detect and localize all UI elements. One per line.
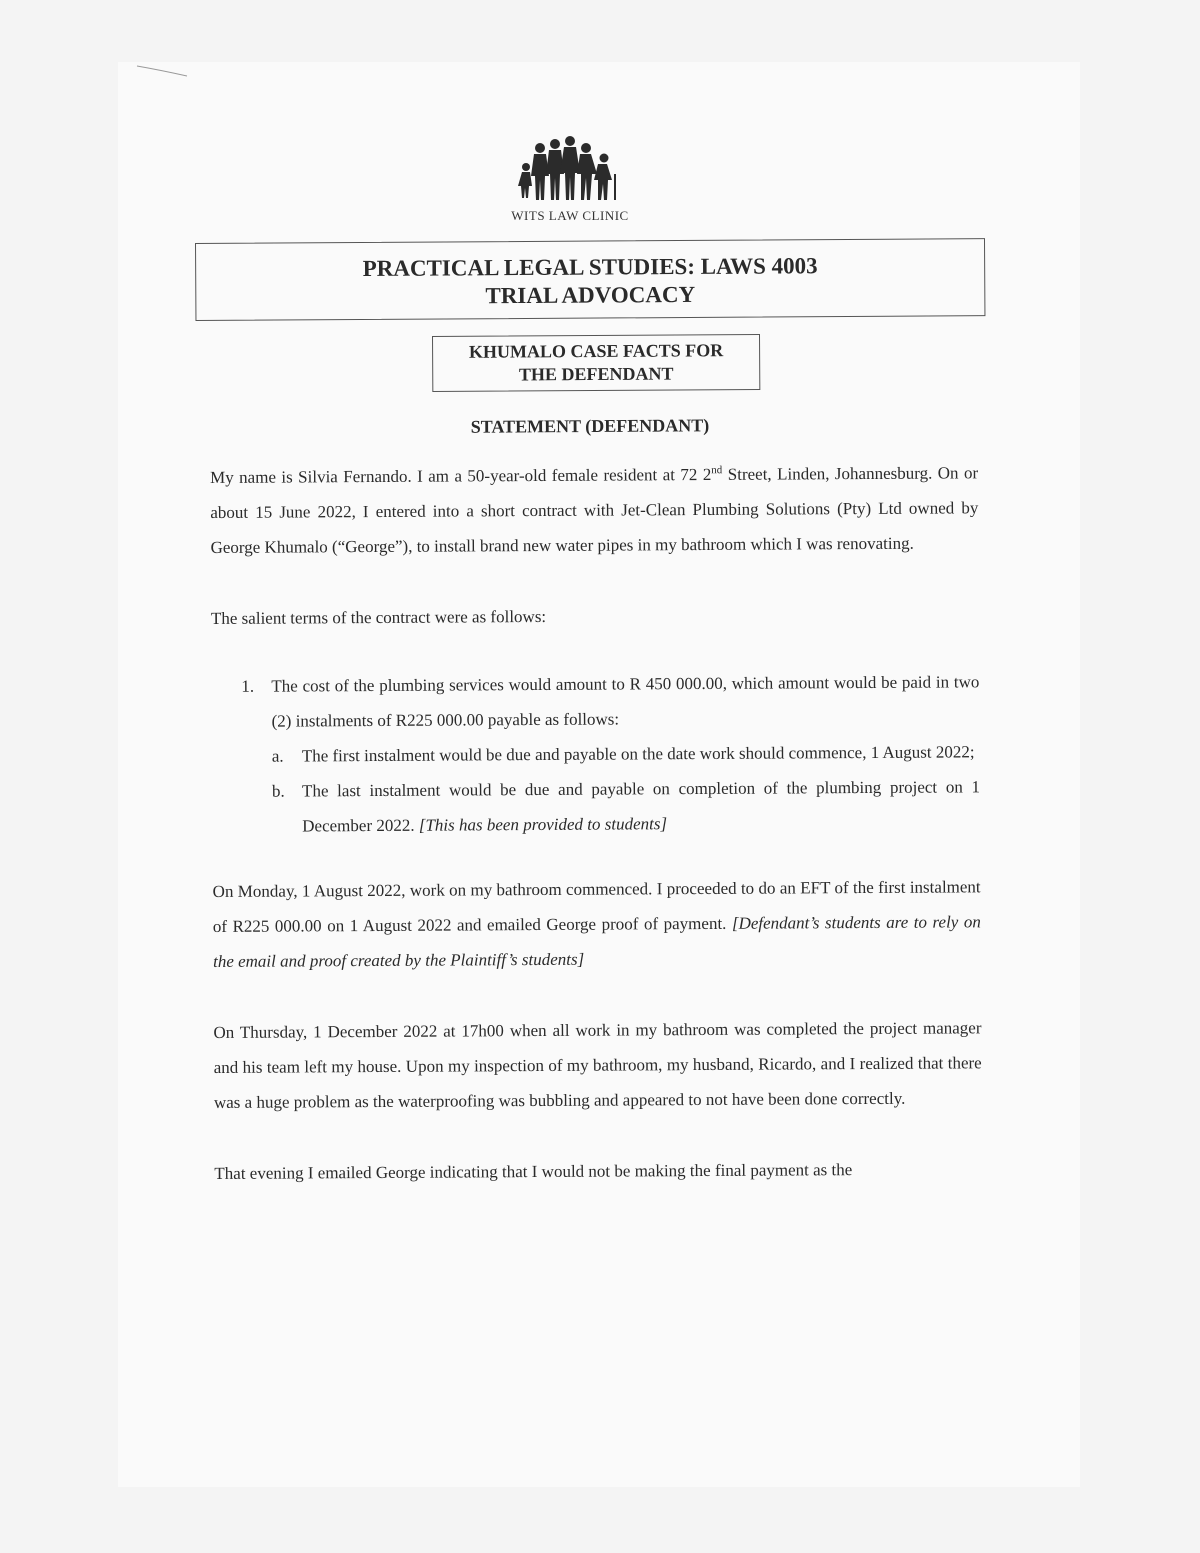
sub-item-a — [272, 734, 980, 773]
thursday-paragraph: On Thursday, 1 December 2022 at 17h00 when all work in my bathroom was completed the project manager and his team left my house. Upon my inspection of my bathroom, my husband, Ricardo, and I realized that there was a huge problem as the waterproofing was bubbling and appeared to not have been done correctly. — [213, 1018, 982, 1112]
statement-heading: STATEMENT (DEFENDANT) — [470, 415, 710, 437]
student-note: [This has been provided to students] — [418, 814, 668, 835]
statement-body — [210, 455, 982, 1191]
list-number: 1. — [241, 676, 255, 696]
terms-intro: The salient terms of the contract were as follows: — [210, 606, 547, 628]
intro-paragraph — [210, 455, 979, 565]
sub-item-letter: a. — [271, 746, 284, 766]
sub-list — [242, 734, 981, 844]
intro-text: My name is Silvia Fernando. I am a 50-year-old female resident at 72 2 — [210, 464, 712, 487]
course-subtitle: TRIAL ADVOCACY — [485, 281, 696, 309]
intro-text-continued: Street, Linden, Johannesburg. On or about 15 June 2022, I entered into a short contract with Jet-Clean Plumbing Solutions (Pty) Ltd owned by George Khumalo (“George”), to install brand new water pipes in my bathroom which I was renovating. — [210, 463, 979, 557]
list-item — [241, 664, 979, 739]
student-note: [Defendant’s students are to rely on the email and proof created by the Plaintiff’s students] — [213, 912, 981, 971]
ordinal-suffix: nd — [711, 464, 723, 477]
terms-list — [211, 664, 980, 844]
sub-item-b — [272, 769, 980, 843]
course-title-box — [195, 238, 985, 321]
evening-paragraph: That evening I emailed George indicating that I would not be making the final payment as the — [214, 1160, 853, 1183]
sub-item-b-text: The last instalment would be due and payable on completion of the plumbing project on 1 December 2022. — [301, 777, 981, 836]
sub-item-text: The first instalment would be due and payable on the date work should commence, 1 August 2022; — [301, 742, 975, 766]
monday-text: On Monday, 1 August 2022, work on my bathroom commenced. I proceeded to do an EFT of the first instalment of R225 000.00 on 1 August 2022 and emailed George proof of payment. — [212, 877, 981, 936]
case-title-box — [432, 334, 760, 392]
case-title-line2: THE DEFENDANT — [518, 363, 674, 385]
list-item-text: The cost of the plumbing services would amount to R 450 000.00, which amount would be paid in two (2) instalments of R225 000.00 payable as follows: — [271, 672, 980, 731]
people-silhouettes-icon — [514, 134, 624, 204]
monday-paragraph — [213, 869, 982, 979]
scan-mark — [135, 62, 190, 78]
sub-item-letter: b. — [271, 781, 285, 801]
sub-item-text — [302, 769, 980, 843]
case-title-line1: KHUMALO CASE FACTS FOR — [468, 340, 724, 362]
clinic-name: WITS LAW CLINIC — [511, 208, 629, 223]
course-title: PRACTICAL LEGAL STUDIES: LAWS 4003 — [362, 253, 818, 281]
